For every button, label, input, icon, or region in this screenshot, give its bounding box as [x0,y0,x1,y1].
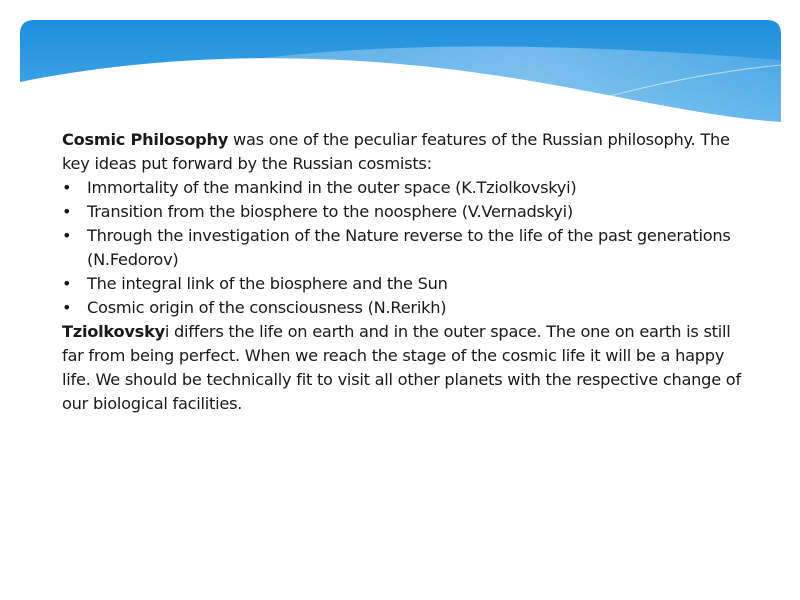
list-item [62,224,742,272]
list-item [62,200,742,224]
bullet-icon: • [62,226,72,245]
closing-text: i differs the life on earth and in the outer space. The one on earth is still far from being perfect. When we reach the stage of the cosmic life it will be a happy life. We should be technically fit to visit all other planets with the respective change of our biological facilities. [62,322,741,413]
list-item-text: Transition from the biosphere to the noosphere (V.Vernadskyi) [87,202,573,221]
bullet-icon: • [62,274,72,293]
list-item-text: The integral link of the biosphere and the Sun [87,274,448,293]
bullet-icon: • [62,202,72,221]
list-item [62,176,742,200]
slide-body [62,128,742,416]
list-item-text: Through the investigation of the Nature reverse to the life of the past generations (N.Fedorov) [87,226,731,269]
intro-paragraph [62,128,742,176]
list-item [62,272,742,296]
list-item-text: Immortality of the mankind in the outer space (K.Tziolkovskyi) [87,178,577,197]
intro-text: was one of the peculiar features of the Russian philosophy. The key ideas put forward by the Russian cosmists: [62,130,730,173]
intro-term: Cosmic Philosophy [62,130,229,149]
bullet-icon: • [62,298,72,317]
closing-term: Tziolkovsky [62,322,165,341]
bullet-icon: • [62,178,72,197]
header-banner [20,20,781,140]
closing-paragraph [62,320,742,416]
list-item-text: Cosmic origin of the consciousness (N.Rerikh) [87,298,447,317]
list-item [62,296,742,320]
cosmism-ideas-list [62,176,742,320]
